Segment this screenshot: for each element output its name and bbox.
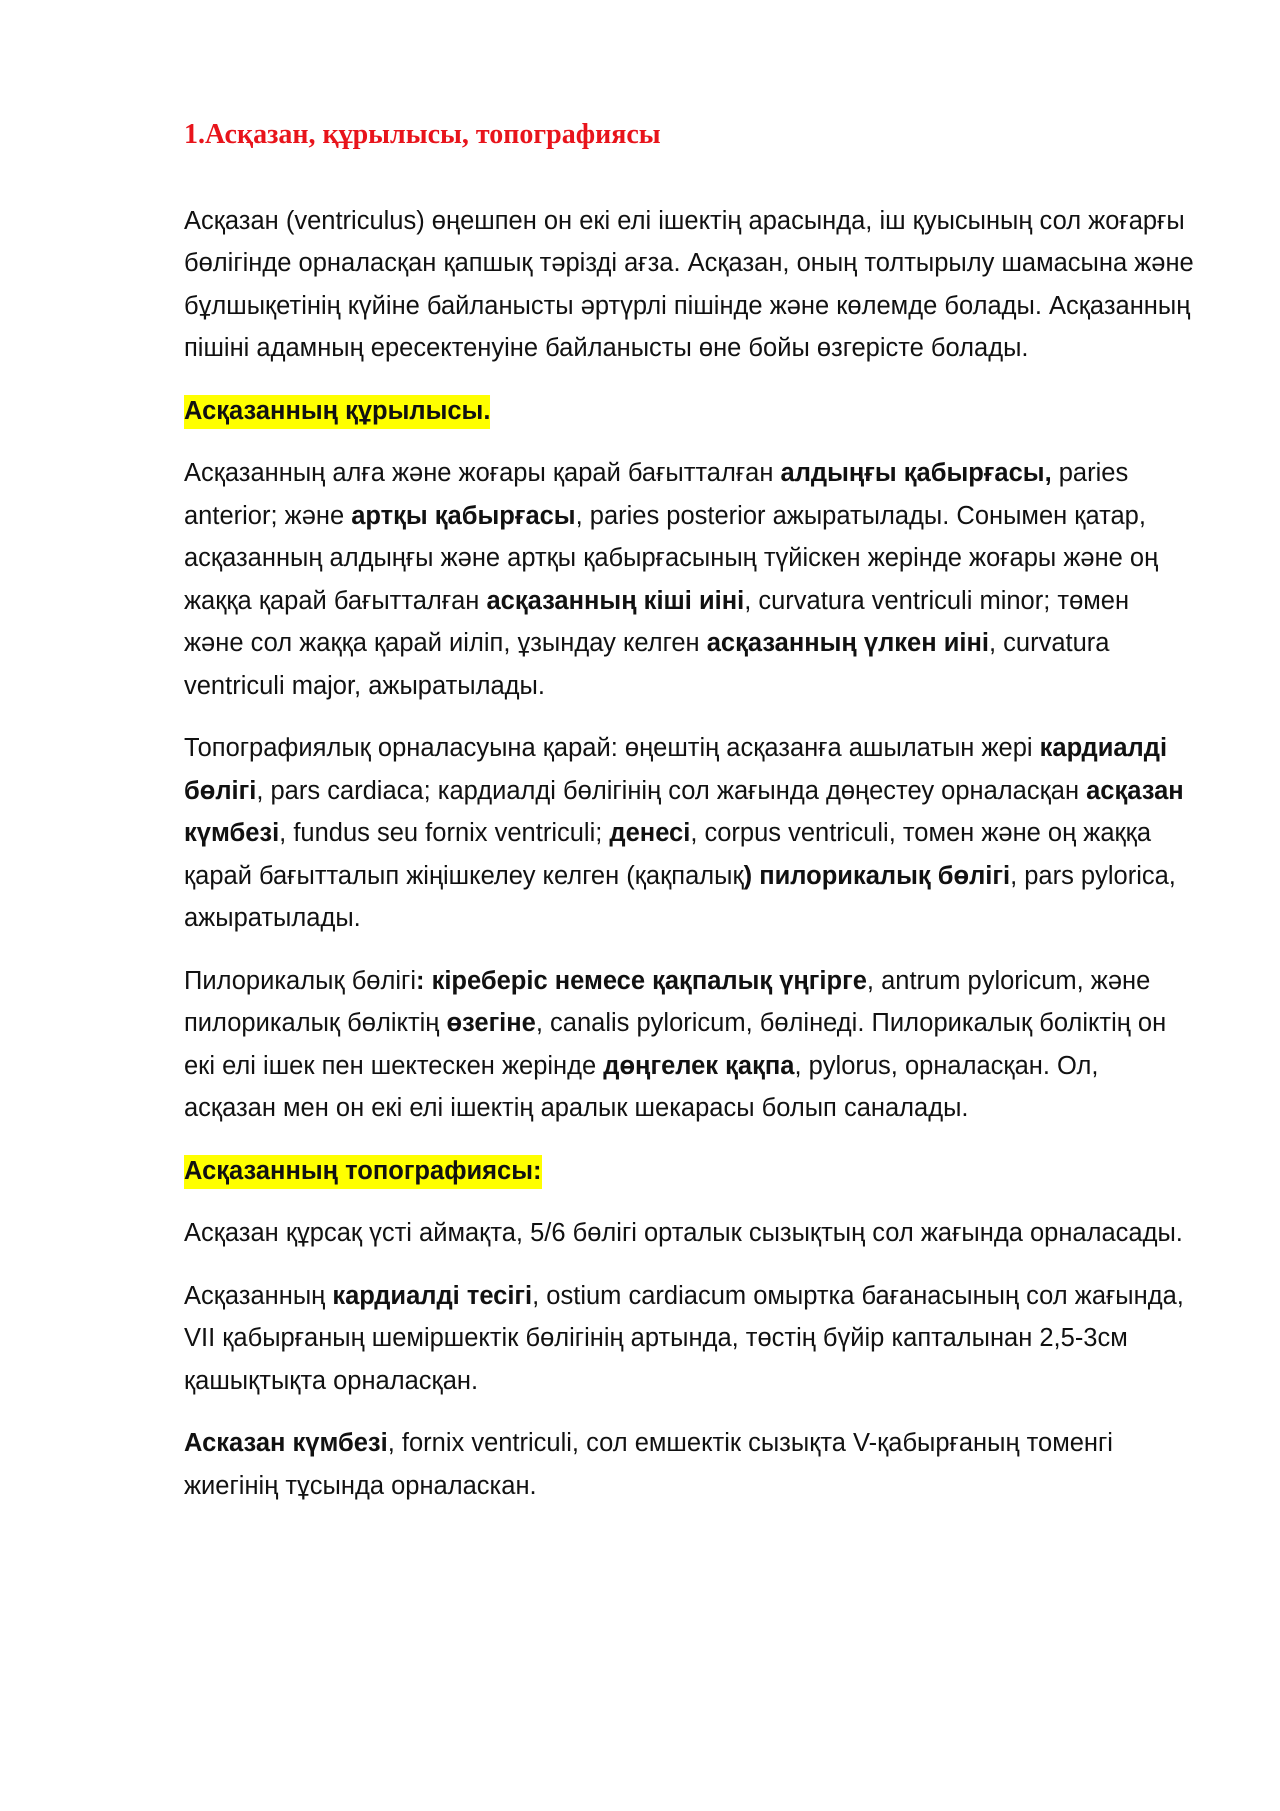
document-title: 1.Асқазан, құрылысы, топографиясы: [184, 119, 661, 150]
paragraph-fundus-location: Асказан күмбезі, fornix ventriculi, сол емшектік сызықта V-қабырғаның томенгі жиегінің тұсында орналаскан.: [184, 1429, 1113, 1500]
term-pyloric-part: ) пилорикалық бөлігі: [743, 861, 1011, 890]
paragraph-parts: Топографиялық орналасуына қарай: өңештің асқазанға ашылатын жері кардиалді бөлігі, pars cardiaca; кардиалді бөлігінің сол жағында дөңестеу орналасқан асқазан күмбезі, fundus seu fornix ventriculi; денесі, corpus ventriculi, томен және оң жаққа қарай бағытталып жіңішкелеу келген (қақпалық) пилорикалық бөлігі, pars pylorica, ажыратылады.: [184, 734, 1184, 933]
paragraph-cardiac-opening: Асқазанның кардиалді тесігі, ostium cardiacum омыртка бағанасының сол жағында, VII қабырғаның шеміршектік бөлігінің артында, төстің бүйір капталынан 2,5-3см қашықтықта орналасқан.: [184, 1281, 1184, 1395]
term-posterior-wall: артқы қабырғасы: [351, 501, 576, 530]
highlighted-heading-text: Асқазанның құрылысы.: [184, 395, 490, 429]
term-anterior-wall: алдыңғы қабырғасы,: [780, 459, 1052, 488]
term-fundus-location: Асказан күмбезі: [184, 1429, 388, 1458]
paragraph-walls-curvatures: Асқазанның алға және жоғары қарай бағытталған алдыңғы қабырғасы, paries anterior; және артқы қабырғасы, paries posterior ажыратылады. Сонымен қатар, асқазанның алдыңғы және артқы қабырғасының түйіскен жерінде жоғары және оң жаққа қарай бағытталған асқазанның кіші иіні, curvatura ventriculi minor; төмен және сол жаққа қарай иіліп, ұзындау келген асқазанның үлкен иіні, curvatura ventriculi major, ажыратылады.: [184, 459, 1159, 700]
term-greater-curvature: асқазанның үлкен иіні: [706, 629, 989, 658]
document-body: [184, 118, 1194, 1527]
term-cardiac-part: кардиалді бөлігі: [184, 734, 1168, 805]
paragraph-location: Асқазан құрсақ үсті аймақта, 5/6 бөлігі орталык сызықтың сол жағында орналасады.: [184, 1219, 1183, 1248]
term-fundus: асқазан күмбезі: [184, 776, 1184, 848]
term-pyloric-antrum: : кіреберіс немесе қақпалық үңгірге: [416, 966, 867, 995]
term-cardiac-opening: кардиалді тесігі: [332, 1281, 533, 1310]
section-heading-topography: [184, 1150, 1194, 1193]
term-lesser-curvature: асқазанның кіші иіні: [486, 586, 745, 615]
term-body: денесі: [609, 819, 691, 848]
highlighted-heading-text: Асқазанның топографиясы:: [184, 1155, 542, 1189]
section-heading-structure: [184, 390, 1194, 433]
term-pyloric-canal: өзегіне: [446, 1009, 536, 1038]
paragraph-intro: Асқазан (ventriculus) өңешпен он екі елі ішектің арасында, іш қуысының сол жоғарғы бөлігінде орналасқан қапшық тәрізді ағза. Асқазан, оның толтырылу шамасына және бұлшықетінің күйіне байланысты әртүрлі пішінде және көлемде болады. Асқазанның пішіні адамның ересектенуіне байланысты өне бойы өзгерісте болады.: [184, 206, 1194, 363]
paragraph-pyloric: Пилорикалық бөлігі: кіреберіс немесе қақпалық үңгірге, antrum pyloricum, және пилорикалық бөліктің өзегіне, canalis pyloricum, бөлінеді. Пилорикалық боліктің он екі елі ішек пен шектескен жерінде дөңгелек қақпа, pylorus, орналасқан. Ол, асқазан мен он екі елі ішектің аралык шекарасы болып саналады.: [184, 966, 1167, 1123]
term-pylorus: дөңгелек қақпа: [603, 1051, 795, 1080]
